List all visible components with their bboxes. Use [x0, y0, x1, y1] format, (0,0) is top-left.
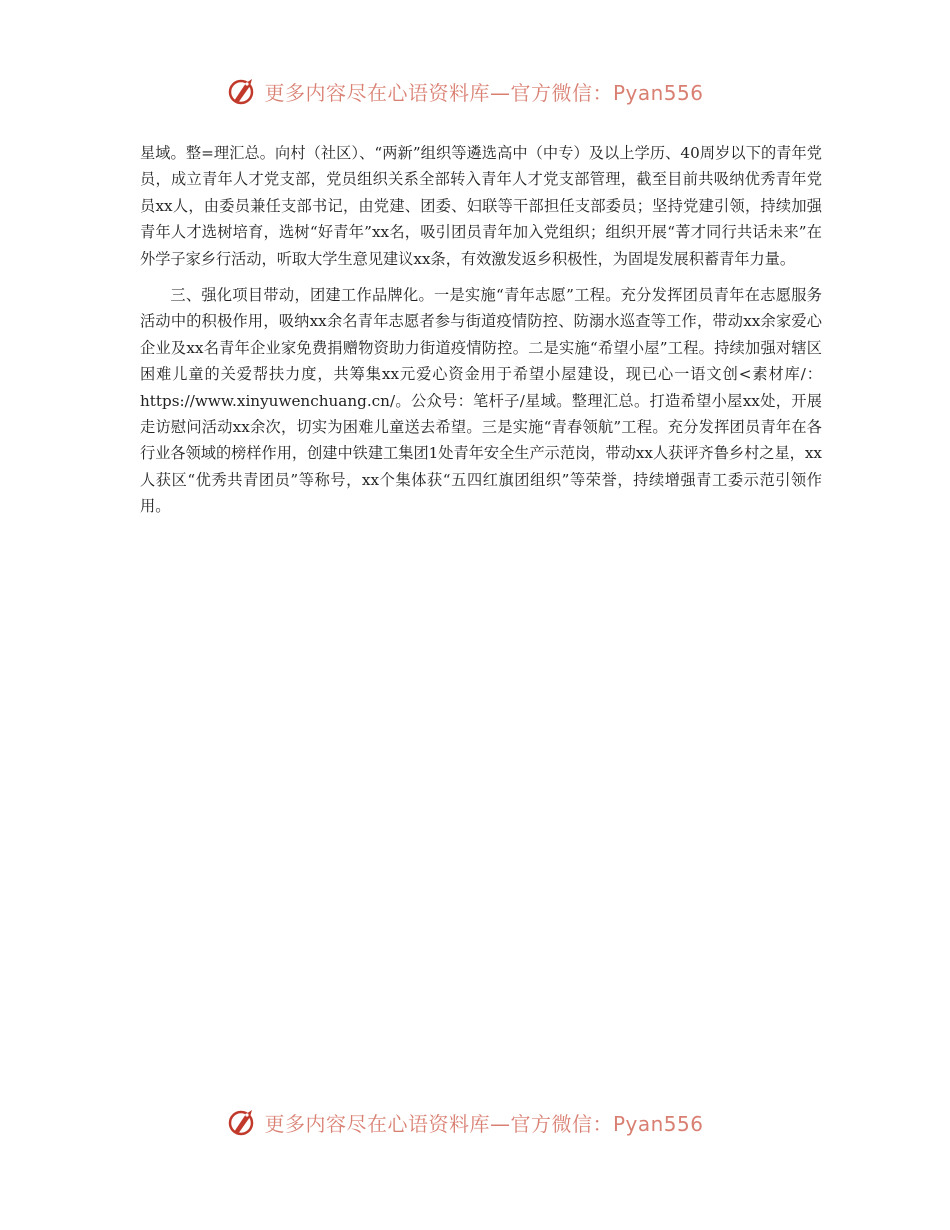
document-body [140, 140, 822, 520]
pen-nib-logo-icon [226, 1106, 258, 1138]
paragraph-section-three: 三、强化项目带动，团建工作品牌化。一是实施“青年志愿”工程。充分发挥团员青年在志愿服务活动中的积极作用，吸纳xx余名青年志愿者参与街道疫情防控、防溺水巡查等工作，带动xx余家爱心企业及xx名青年企业家免费捐赠物资助力街道疫情防控。二是实施“希望小屋”工程。持续加强对辖区困难儿童的关爱帮扶力度，共筹集xx元爱心资金用于希望小屋建设，现已心一语文创<素材库/：https://www.xinyuwenchuang.cn/。公众号：笔杆子/星域。整理汇总。打造希望小屋xx处，开展走访慰问活动xx余次，切实为困难儿童送去希望。三是实施“青春领航”工程。充分发挥团员青年在各行业各领域的榜样作用，创建中铁建工集团1处青年安全生产示范岗，带动xx人获评齐鲁乡村之星，xx人获区“优秀共青团员”等称号，xx个集体获“五四红旗团组织”等荣誉，持续增强青工委示范引领作用。 [140, 286, 822, 516]
header-banner-text: 更多内容尽在心语资料库—官方微信：Pyan556 [264, 80, 704, 105]
footer-banner-text: 更多内容尽在心语资料库—官方微信：Pyan556 [264, 1111, 704, 1136]
pen-nib-logo-icon [226, 75, 258, 107]
paragraph-continuation: 星域。整=理汇总。向村（社区）、“两新”组织等遴选高中（中专）及以上学历、40周岁以下的青年党员，成立青年人才党支部，党员组织关系全部转入青年人才党支部管理，截至目前共吸纳优秀青年党员xx人，由委员兼任支部书记，由党建、团委、妇联等干部担任支部委员；坚持党建引领，持续加强青年人才选树培育，选树“好青年”xx名，吸引团员青年加入党组织；组织开展“菁才同行共话未来”在外学子家乡行活动，听取大学生意见建议xx条，有效激发返乡积极性，为固堤发展积蓄青年力量。 [140, 144, 822, 268]
header-banner [0, 71, 950, 111]
footer-banner [0, 1102, 950, 1142]
